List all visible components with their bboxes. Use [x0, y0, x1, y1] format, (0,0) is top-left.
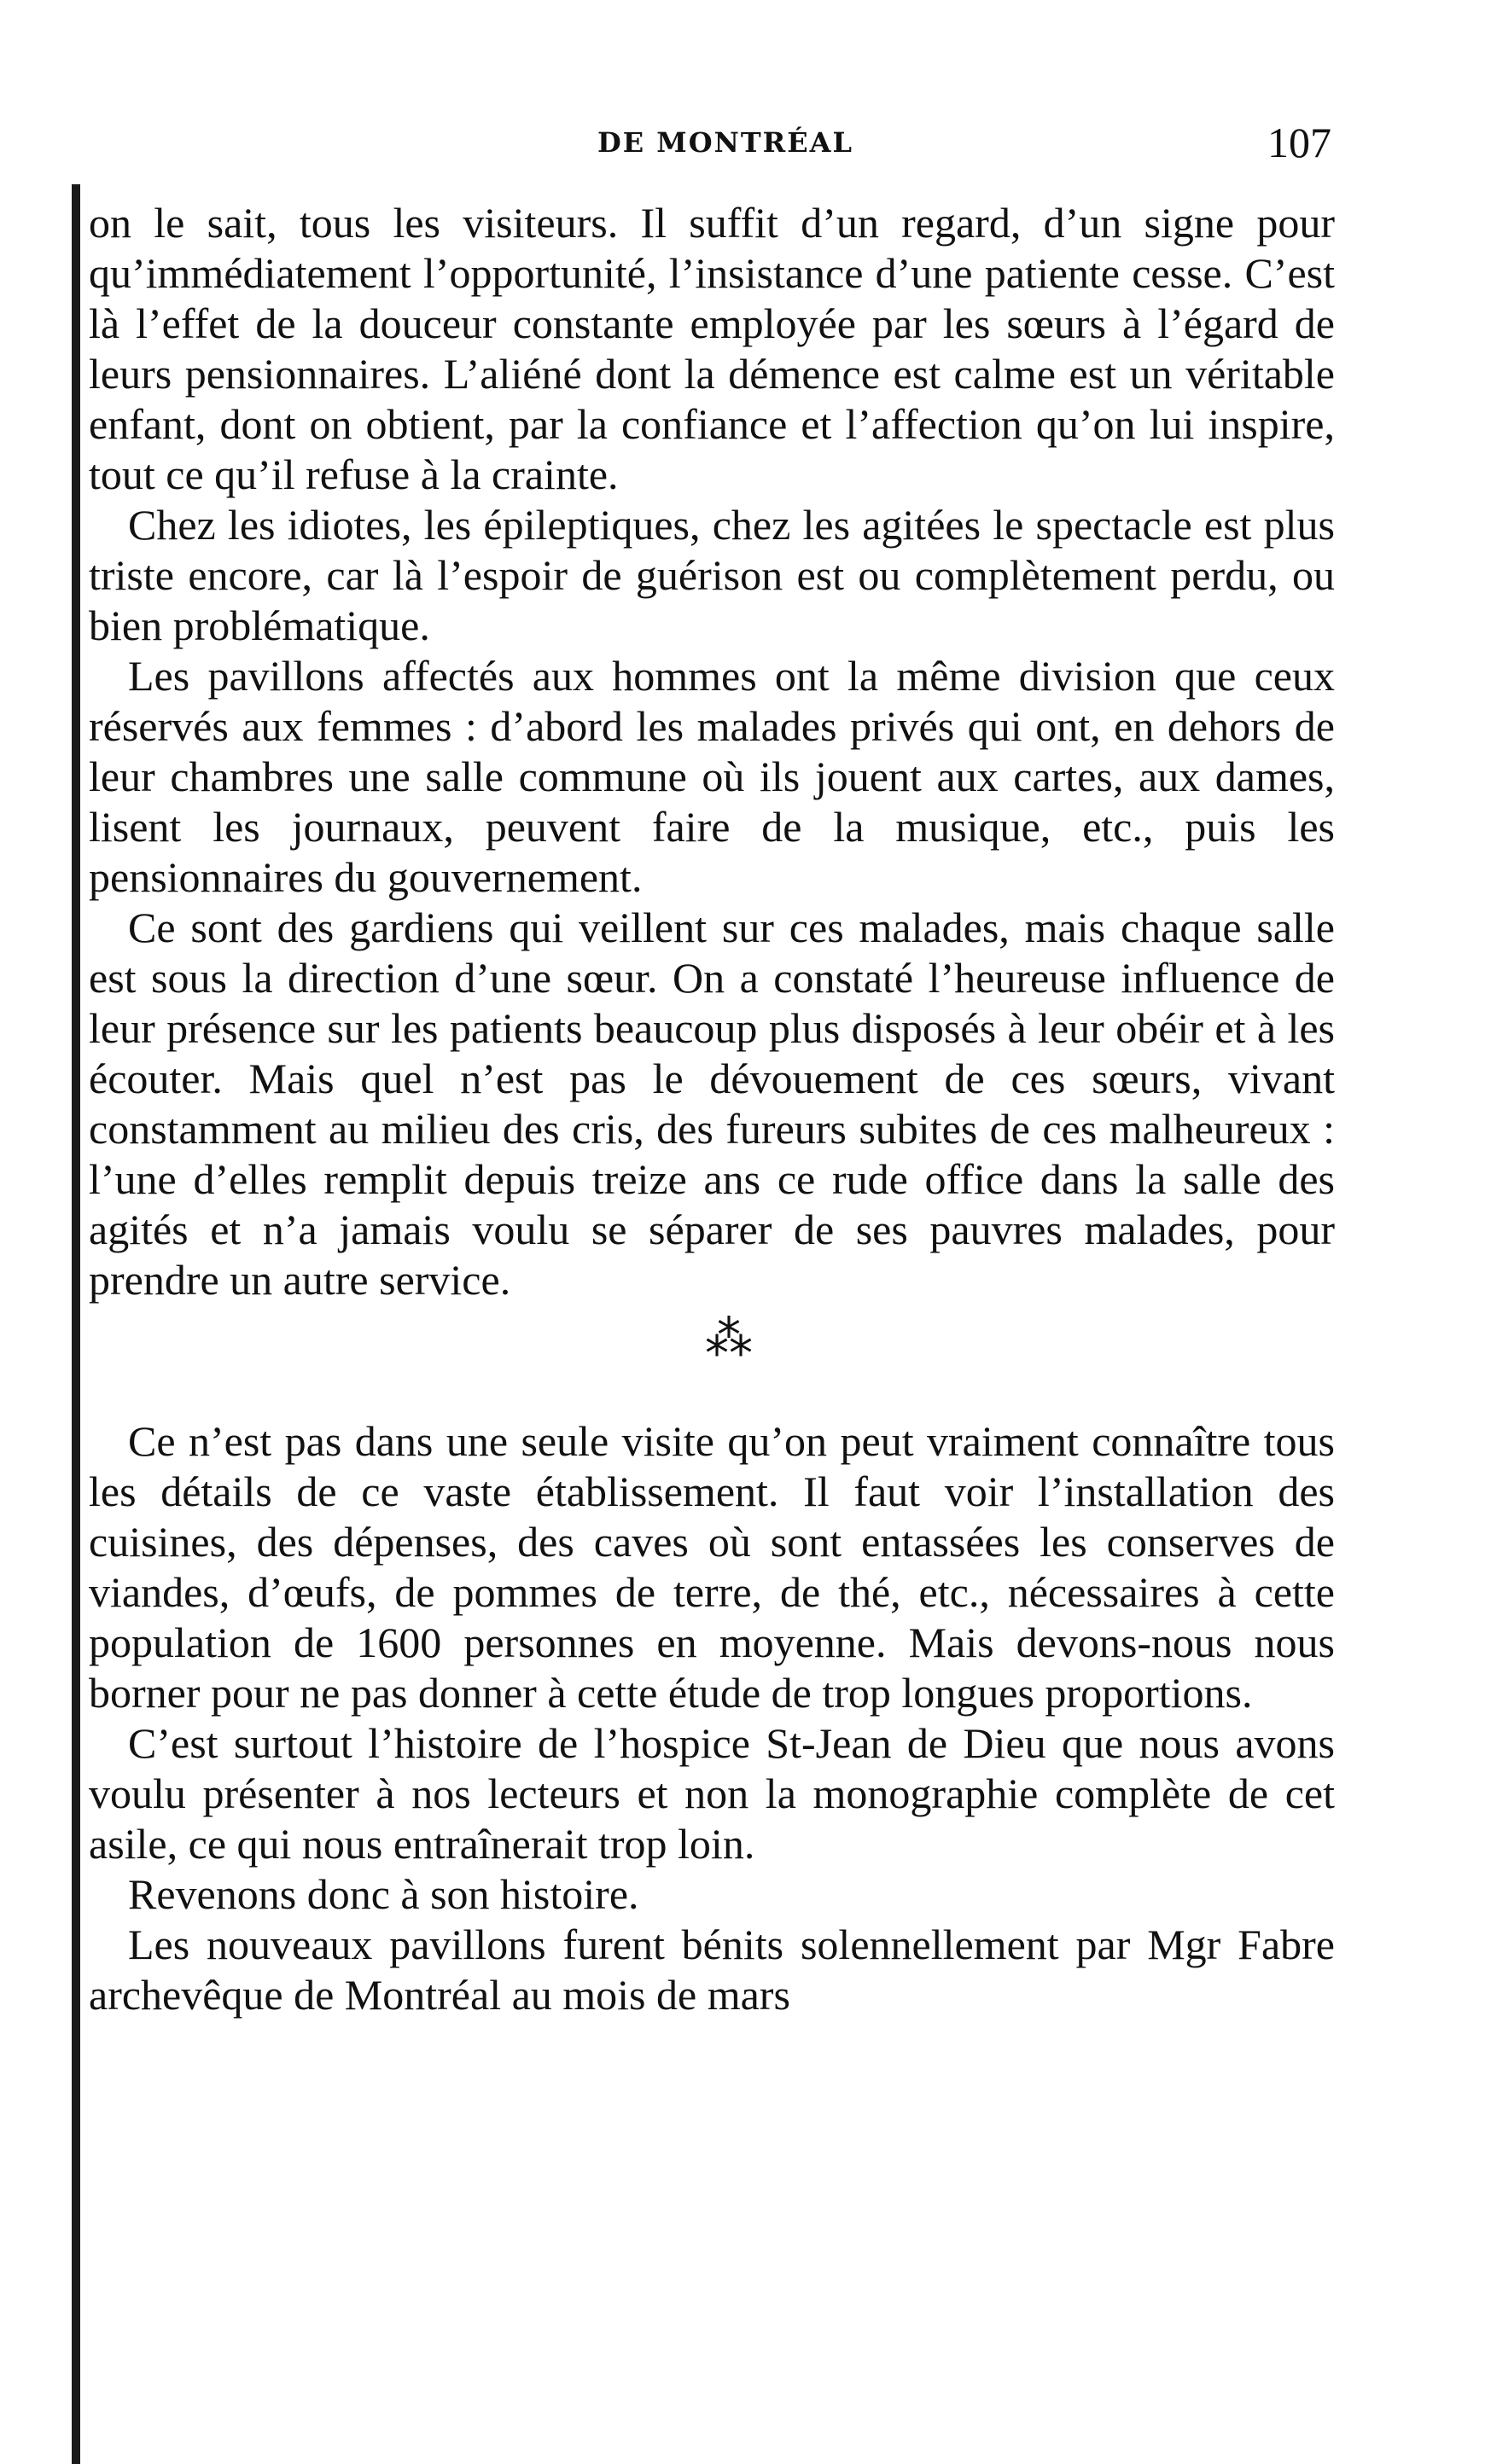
running-head: DE MONTRÉAL — [597, 126, 853, 159]
paragraph: Chez les idiotes, les épileptiques, chez les agitées le spectacle est plus triste encore, car là l’espoir de guérison est ou complètement perdu, ou bien problématique. — [89, 501, 1335, 649]
paragraph: Ce sont des gardiens qui veillent sur ces malades, mais chaque salle est sous la direction d’une sœur. On a constaté l’heureuse influence de leur présence sur les patients beaucoup plus disposés à leur obéir et à les écouter. Mais quel n’est pas le dévouement de ces sœurs, vivant constamment au milieu des cris, des fureurs subites de ces malheureux : l’une d’elles remplit depuis treize ans ce rude office dans la salle des agités et n’a jamais voulu se séparer de ses pauvres malades, pour prendre un autre service. — [89, 904, 1335, 1304]
page-spine-edge — [72, 184, 80, 2464]
page-header — [85, 118, 1331, 177]
paragraph: Revenons donc à son histoire. — [128, 1870, 639, 1918]
paragraph: Les nouveaux pavillons furent bénits solennellement par Mgr Fabre archevêque de Montréal au mois de mars — [89, 1921, 1335, 2019]
page-number: 107 — [1267, 119, 1331, 166]
paragraph: C’est surtout l’histoire de l’hospice St-Jean de Dieu que nous avons voulu présenter à nos lecteurs et non la monographie complète de cet asile, ce qui nous entraînerait trop loin. — [89, 1719, 1335, 1868]
page-body — [89, 198, 1335, 2020]
paragraph: on le sait, tous les visiteurs. Il suffit d’un regard, d’un signe pour qu’immédiatement l’opportunité, l’insistance d’une patiente cesse. C’est là l’effet de la douceur constante employée par les sœurs à l’égard de leurs pensionnaires. L’aliéné dont la démence est calme est un véritable enfant, dont on obtient, par la confiance et l’affection qu’on lui inspire, tout ce qu’il refuse à la crainte. — [89, 199, 1335, 498]
asterism-separator: ⁂ — [705, 1313, 753, 1366]
paragraph: Les pavillons affectés aux hommes ont la même division que ceux réservés aux femmes : d’abord les malades privés qui ont, en dehors de leur chambres une salle commune où ils jouent aux cartes, aux dames, lisent les journaux, peuvent faire de la musique, etc., puis les pensionnaires du gouvernement. — [89, 652, 1335, 901]
paragraph: Ce n’est pas dans une seule visite qu’on peut vraiment connaître tous les détails de ce vaste établissement. Il faut voir l’installation des cuisines, des dépenses, des caves où sont entassées les conserves de viandes, d’œufs, de pommes de terre, de thé, etc., nécessaires à cette population de 1600 personnes en moyenne. Mais devons-nous nous borner pour ne pas donner à cette étude de trop longues proportions. — [89, 1417, 1335, 1717]
